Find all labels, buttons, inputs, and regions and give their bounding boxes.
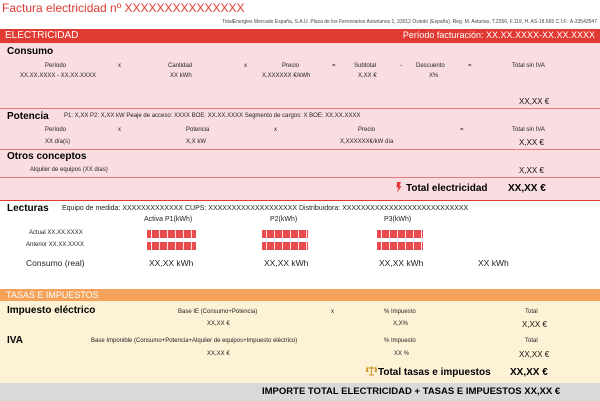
consumo-row-period: XX.XX.XXXX - XX.XX.XXXX [20, 73, 97, 79]
importe-total-band [0, 383, 600, 401]
lecturas-col-p1: Activa P1(kWh) [144, 216, 193, 223]
consumo-real-p2: XX,XX kWh [264, 258, 309, 268]
ie-header-total: Total [525, 309, 538, 315]
ie-header-base: Base IE (Consumo+Potencia) [178, 309, 258, 315]
total-electricidad-label: Total electricidad [406, 183, 488, 194]
potencia-header-x1: x [118, 127, 121, 133]
consumo-header-cantidad: Cantidad [168, 63, 193, 69]
electricidad-label: ELECTRICIDAD [5, 30, 79, 41]
ie-row-pct: X,X% [393, 321, 409, 327]
lecturas-title: Lecturas [7, 203, 49, 214]
ie-header-pct: % Impuesto [384, 309, 416, 315]
consumo-header-x2: x [244, 63, 247, 69]
reading-actual-p3 [377, 230, 423, 238]
otros-value: X,XX € [519, 166, 544, 175]
consumo-header-eq1: = [332, 63, 336, 69]
ie-header-x: x [331, 309, 334, 315]
lectura-anterior-label: Anterior XX.XX.XXXX [26, 242, 85, 248]
consumo-row-subtotal: X,XX € [358, 73, 377, 79]
consumo-title: Consumo [7, 46, 54, 57]
reading-actual-p1 [147, 230, 196, 238]
scale-icon [366, 365, 377, 376]
divider [0, 200, 600, 201]
consumo-header-eq2: = [468, 63, 472, 69]
total-tasas-label: Total tasas e impuestos [378, 367, 491, 378]
impuesto-electrico-title: Impuesto eléctrico [7, 305, 96, 316]
iva-header-total: Total [525, 338, 538, 344]
total-tasas-value: XX,XX € [510, 367, 548, 378]
lightning-icon [396, 182, 402, 193]
lectura-actual-label: Actual XX.XX.XXXX [29, 230, 83, 236]
invoice-title: Factura electricidad nº XXXXXXXXXXXXXXX [2, 1, 245, 15]
consumo-real-label: Consumo (real) [26, 258, 85, 268]
consumo-header-descuento: Descuento [416, 63, 445, 69]
potencia-row-kw: X,X kW [186, 139, 207, 145]
divider [0, 149, 600, 150]
potencia-total: X,XX € [519, 138, 544, 147]
potencia-title: Potencia [7, 111, 49, 122]
iva-header-base: Base Imponible (Consumo+Potencia+Alquiler de equipos+Impuesto eléctrico) [91, 338, 298, 344]
consumo-header-periodo: Período [45, 63, 67, 69]
potencia-row-dias: XX día(s) [45, 139, 71, 145]
ie-row-base: XX,XX € [207, 321, 230, 327]
consumo-row-precio: X,XXXXXX €/kWh [262, 73, 311, 79]
iva-row-base: XX,XX € [207, 351, 230, 357]
importe-total: IMPORTE TOTAL ELECTRICIDAD + TASAS E IMPUESTOS XX,XX € [262, 386, 561, 397]
iva-row-total: XX,XX € [519, 350, 550, 359]
potencia-header-periodo: Período [45, 127, 67, 133]
potencia-info: P1: X,XX P2: X,XX kW Peaje de acceso: XXXX BOE: XX.XX.XXXX Segmento de cargos: X BOE: XX.XX.XXXX [64, 113, 361, 119]
ie-row-total: X,XX € [522, 320, 547, 329]
potencia-header-x2: x [274, 127, 277, 133]
consumo-real-total: XX kWh [478, 258, 509, 268]
potencia-header-potencia: Potencia [186, 127, 210, 133]
reading-anterior-p2 [262, 242, 308, 250]
otros-title: Otros conceptos [7, 151, 87, 162]
consumo-header-x1: x [118, 63, 121, 69]
consumo-real-p1: XX,XX kWh [149, 258, 194, 268]
consumo-real-p3: XX,XX kWh [379, 258, 424, 268]
tasas-band [0, 289, 600, 301]
company-info: TotalEnergies Mercado España, S.A.U. Plaza de los Ferroviarios Asturianos 1, 33012 Oviedo (España). Reg. M. Asturias, T.2356, F.119, H. AS-18.665 C.I.F.: A-33543547 [222, 19, 597, 25]
consumo-header-total: Total sin IVA [512, 63, 545, 69]
tasas-label: TASAS E IMPUESTOS [6, 290, 99, 300]
lecturas-col-p2: P2(kWh) [270, 216, 298, 223]
iva-title: IVA [7, 335, 23, 346]
reading-actual-p2 [262, 230, 308, 238]
consumo-header-precio: Precio [282, 63, 300, 69]
otros-item: Alquiler de equipos (XX días) [30, 167, 108, 173]
iva-row-pct: XX % [394, 351, 410, 357]
potencia-header-precio: Precio [358, 127, 376, 133]
divider [0, 108, 600, 109]
consumo-row-cantidad: XX kWh [170, 73, 192, 79]
potencia-header-total: Total sin IVA [512, 127, 545, 133]
iva-header-pct: % Impuesto [384, 338, 416, 344]
reading-anterior-p1 [147, 242, 196, 250]
consumo-total: XX,XX € [519, 97, 550, 106]
consumo-header-subtotal: Subtotal [354, 63, 377, 69]
total-electricidad-value: XX,XX € [508, 183, 546, 194]
lecturas-col-p3: P3(kWh) [384, 216, 412, 223]
consumo-row-descuento: X% [429, 73, 439, 79]
divider [0, 177, 600, 178]
potencia-row-precio: X,XXXXXX€/kW día [340, 139, 394, 145]
electricidad-band [0, 29, 600, 43]
billing-period: Período facturación: XX.XX.XXXX-XX.XX.XXXX [402, 30, 595, 40]
reading-anterior-p3 [377, 242, 423, 250]
potencia-header-eq: = [460, 127, 464, 133]
consumo-header-minus: - [400, 63, 402, 69]
lecturas-info: Equipo de medida: XXXXXXXXXXXXX CUPS: XXXXXXXXXXXXXXXXXXX Distribuidora: XXXXXXXXXXXXXXXXXXXXXXXXXXX [62, 205, 469, 212]
